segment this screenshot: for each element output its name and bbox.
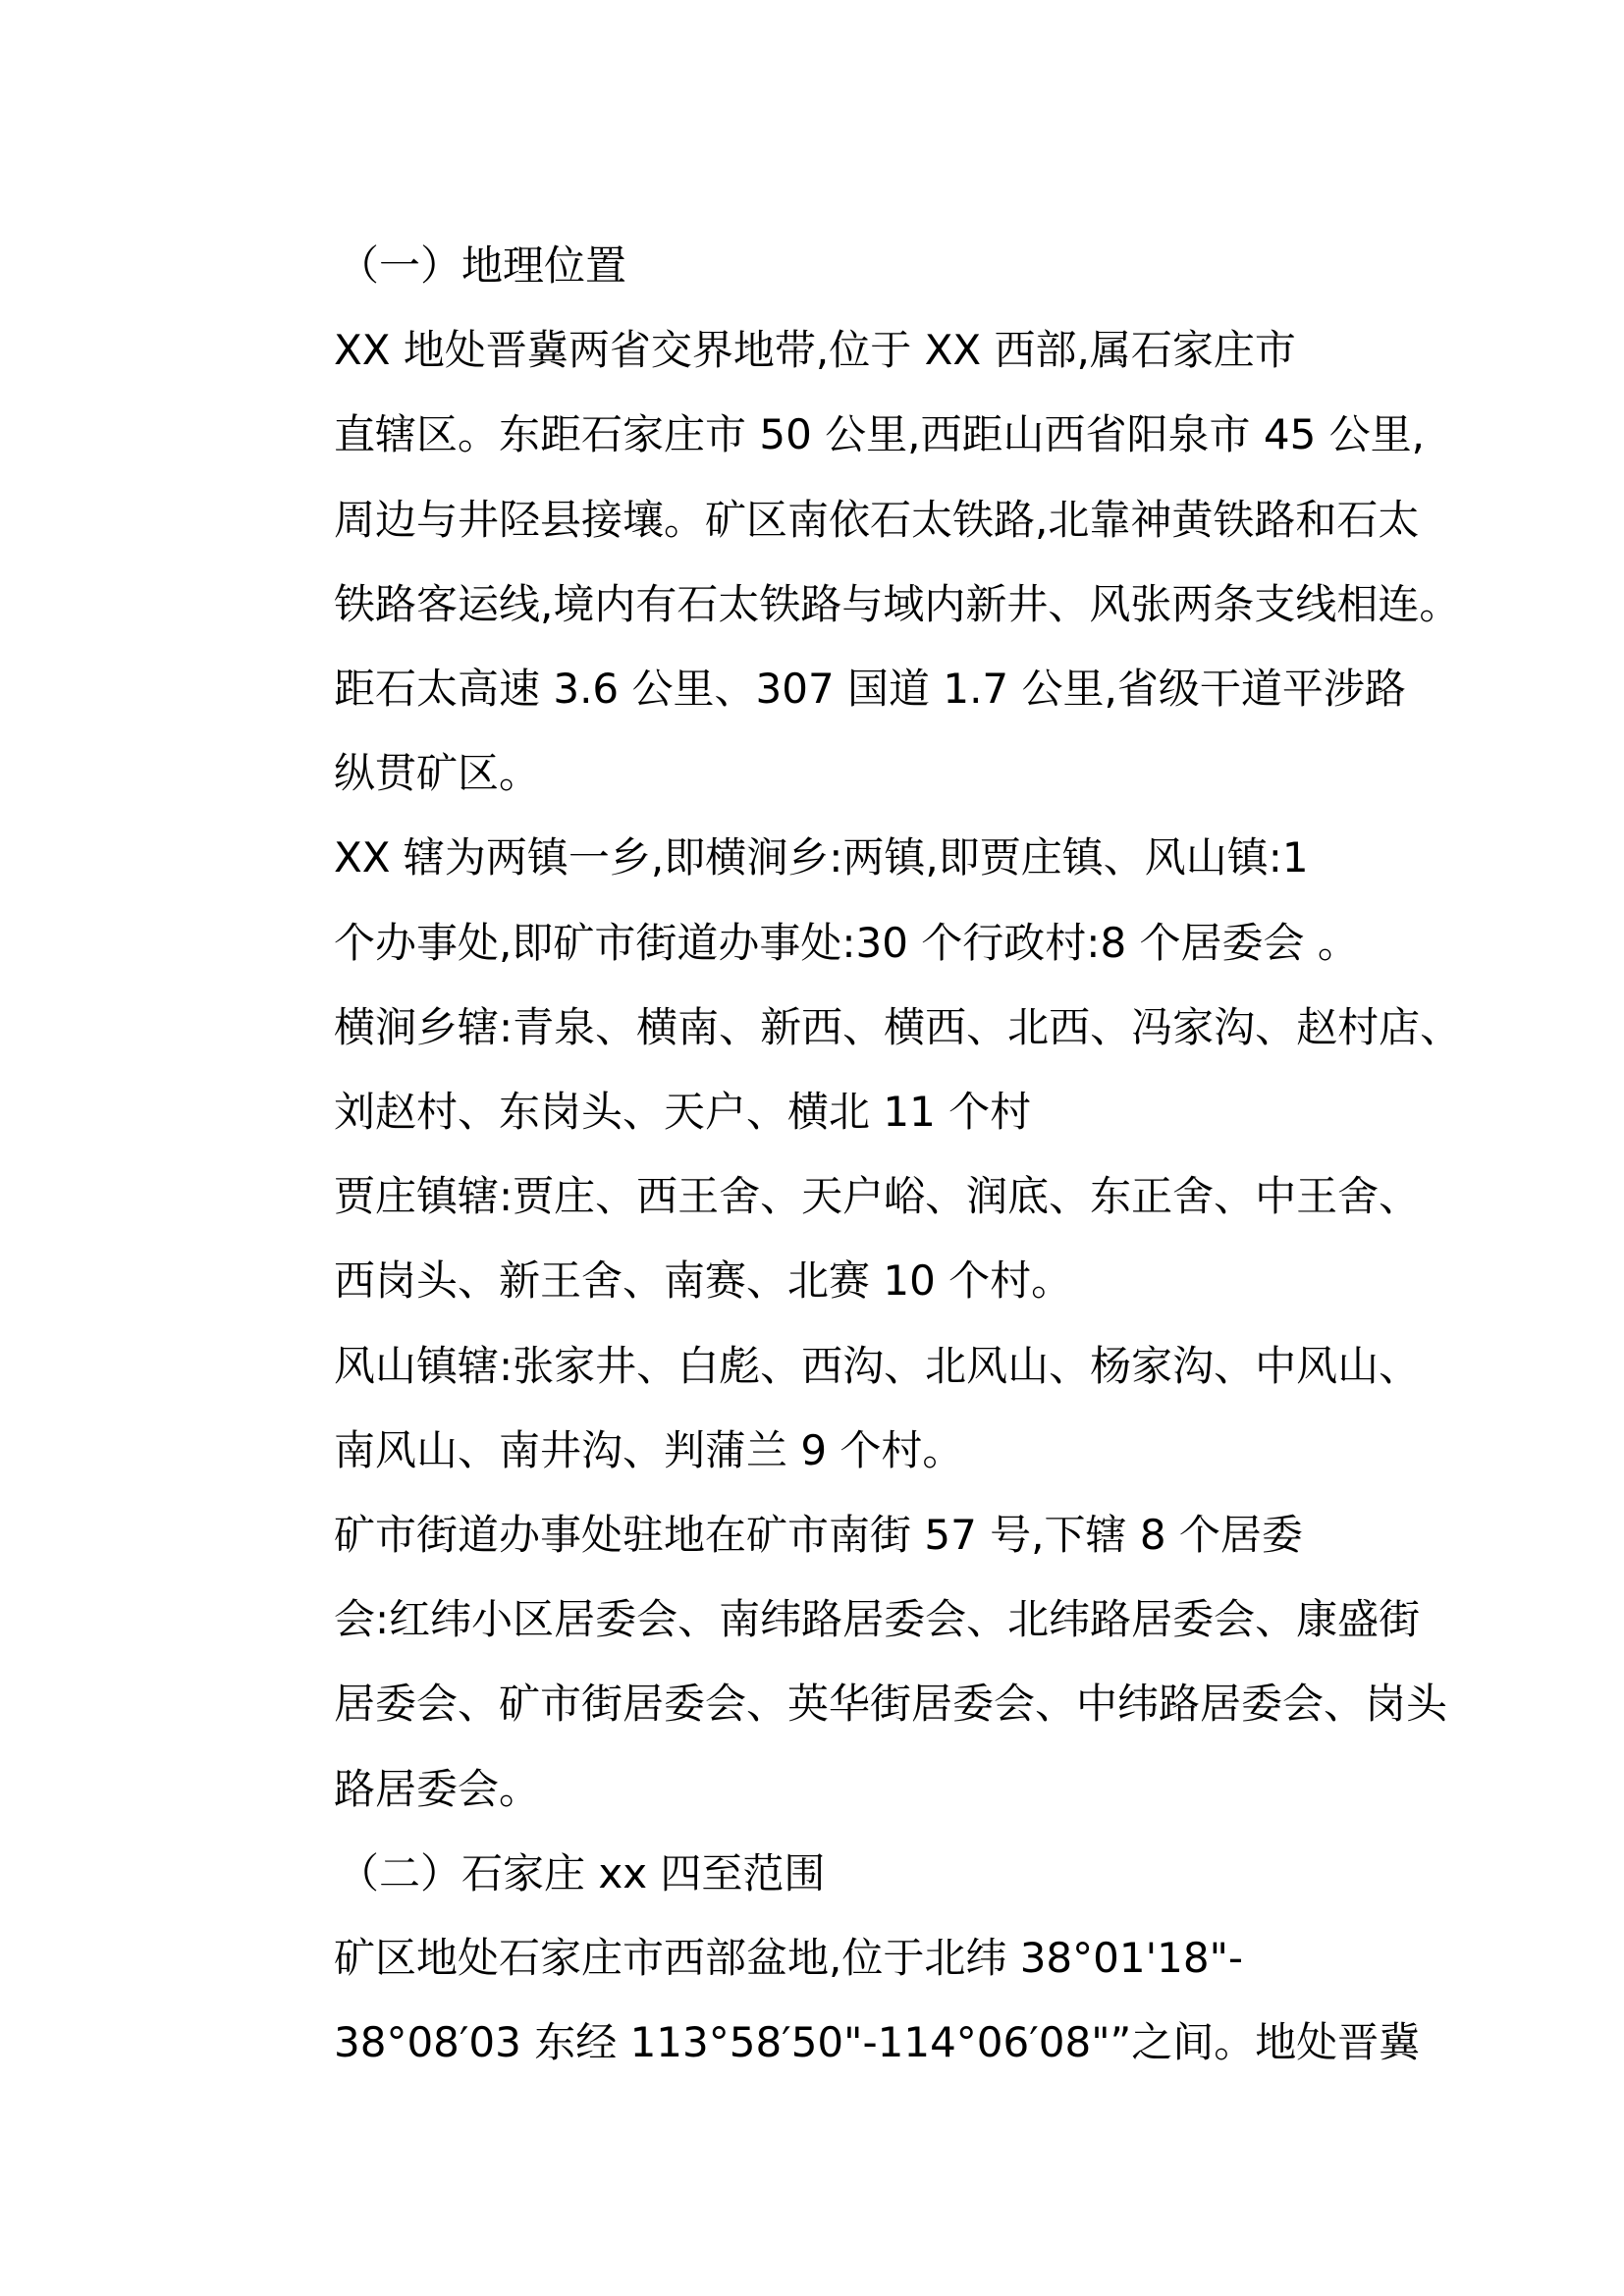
text-line: 南风山、南井沟、判蒲兰 9 个村。 (334, 1425, 964, 1474)
paragraph (247, 1154, 1421, 1323)
text-line: 直辖区。东距石家庄市 50 公里,西距山西省阳泉市 45 公里, (334, 410, 1425, 459)
paragraph (247, 1493, 1448, 1832)
paragraph (247, 1916, 1421, 2085)
paragraph (247, 308, 1461, 816)
text-line: 贾庄镇辖:贾庄、西王舍、天户峪、润底、东正舍、中王舍、 (334, 1172, 1421, 1221)
section-boundary-range (247, 1832, 1421, 2086)
text-line: 刘赵村、东岗头、天户、横北 11 个村 (334, 1088, 1032, 1137)
section-geographic-location (247, 224, 1462, 1832)
paragraph (247, 1324, 1421, 1493)
text-line: 会:红纬小区居委会、南纬路居委会、北纬路居委会、康盛街 (334, 1595, 1421, 1644)
text-line: XX 辖为两镇一乡,即横涧乡:两镇,即贾庄镇、风山镇:1 (334, 833, 1309, 882)
paragraph (247, 986, 1462, 1154)
text-line: 路居委会。 (334, 1764, 541, 1813)
text-line: 距石太高速 3.6 公里、307 国道 1.7 公里,省级干道平涉路 (334, 665, 1406, 714)
text-line: 纵贯矿区。 (334, 749, 541, 798)
text-line: 38°08′03 东经 113°58′50"-114°06′08"”之间。地处晋冀 (334, 2018, 1421, 2067)
text-line: 西岗头、新王舍、南赛、北赛 10 个村。 (334, 1256, 1073, 1306)
text-line: 矿市街道办事处驻地在矿市南街 57 号,下辖 8 个居委 (334, 1511, 1303, 1560)
section-heading: （二）石家庄 xx 四至范围 (338, 1848, 826, 1897)
text-line: 矿区地处石家庄市西部盆地,位于北纬 38°01'18"- (334, 1934, 1244, 1983)
section-heading: （一）地理位置 (338, 241, 627, 290)
text-line: 横涧乡辖:青泉、横南、新西、横西、北西、冯家沟、赵村店、 (334, 1002, 1462, 1051)
text-line: 铁路客运线,境内有石太铁路与域内新井、风张两条支线相连。 (334, 579, 1461, 628)
text-line: XX 地处晋冀两省交界地带,位于 XX 西部,属石家庄市 (334, 326, 1296, 375)
text-line: 居委会、矿市街居委会、英华街居委会、中纬路居委会、岗头 (334, 1680, 1448, 1729)
paragraph (247, 816, 1406, 985)
text-line: 周边与井陉县接壤。矿区南依石太铁路,北靠神黄铁路和石太 (334, 495, 1420, 544)
text-line: 风山镇辖:张家井、白彪、西沟、北风山、杨家沟、中风山、 (334, 1341, 1421, 1390)
document-body (247, 224, 1462, 2085)
text-line: 个办事处,即矿市街道办事处:30 个行政村:8 个居委会 。 (334, 918, 1359, 967)
